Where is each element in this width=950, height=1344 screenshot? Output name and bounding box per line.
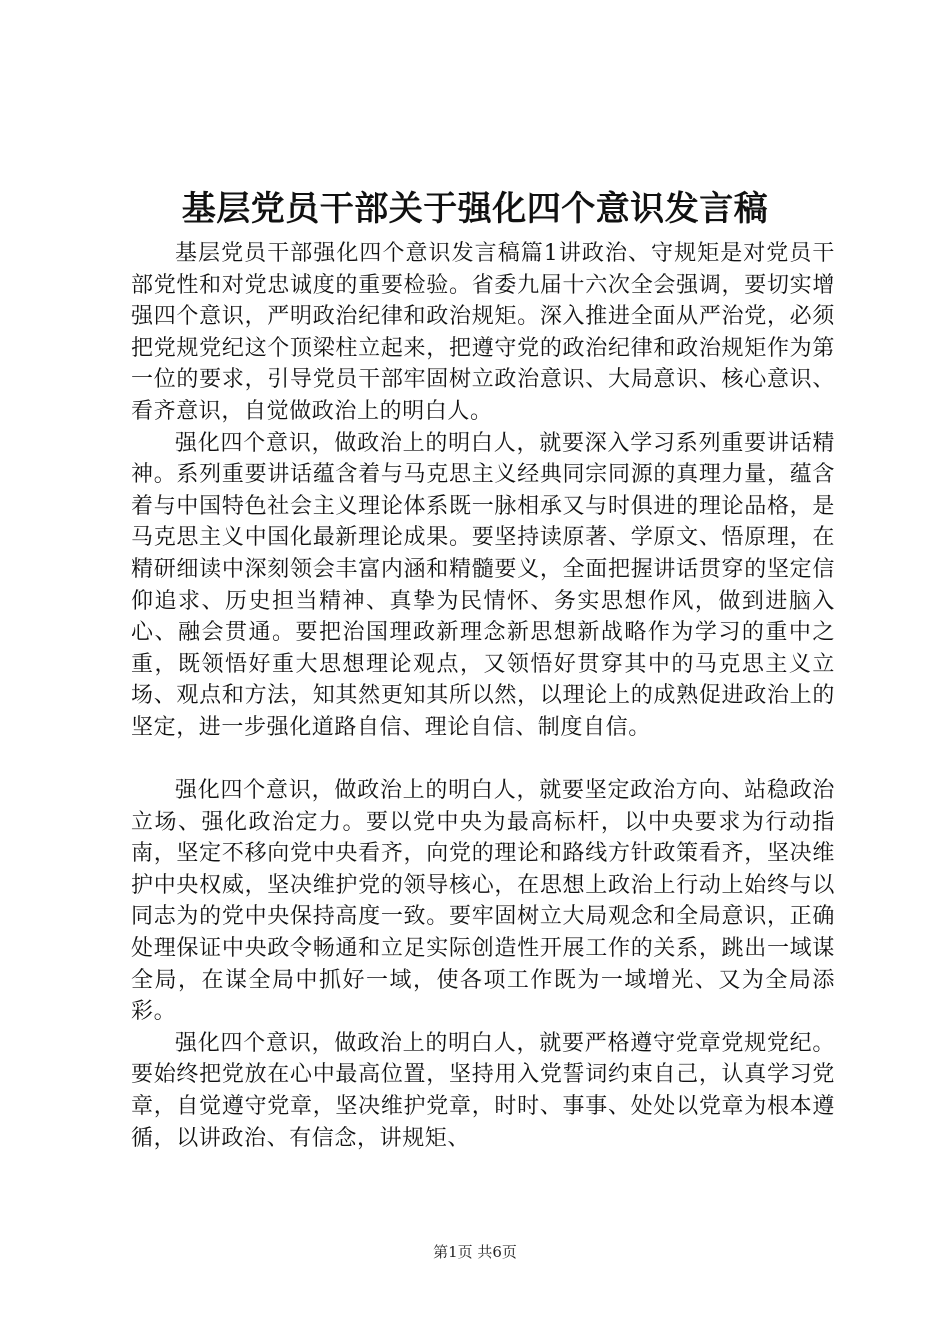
page-number-footer: 第1页 共6页 [433, 1243, 517, 1261]
page-title: 基层党员干部关于强化四个意识发言稿 [181, 189, 769, 229]
paragraph-2: 强化四个意识，做政治上的明白人，就要深入学习系列重要讲话精神。系列重要讲话蕴含着与马克思主义经典同宗同源的真理力量，蕴含着与中国特色社会主义理论体系既一脉相承又与时俱进的理论品格，是马克思主义中国化最新理论成果。要坚持读原著、学原文、悟原理，在精研细读中深刻领会丰富内涵和精髓要义，全面把握讲话贯穿的坚定信仰追求、历史担当精神、真挚为民情怀、务实思想作风，做到进脑入心、融会贯通。要把治国理政新理念新思想新战略作为学习的重中之重，既领悟好重大思想理论观点，又领悟好贯穿其中的马克思主义立场、观点和方法，知其然更知其所以然，以理论上的成熟促进政治上的坚定，进一步强化道路自信、理论自信、制度自信。 [131, 430, 835, 740]
paragraph-4: 强化四个意识，做政治上的明白人，就要严格遵守党章党规党纪。要始终把党放在心中最高位置，坚持用入党誓词约束自己，认真学习党章，自觉遵守党章，坚决维护党章，时时、事事、处处以党章为根本遵循，以讲政治、有信念，讲规矩、 [131, 1030, 835, 1151]
paragraph-1: 基层党员干部强化四个意识发言稿篇1讲政治、守规矩是对党员干部党性和对党忠诚度的重要检验。省委九届十六次全会强调，要切实增强四个意识，严明政治纪律和政治规矩。深入推进全面从严治党，必须把党规党纪这个顶梁柱立起来，把遵守党的政治纪律和政治规矩作为第一位的要求，引导党员干部牢固树立政治意识、大局意识、核心意识、看齐意识，自觉做政治上的明白人。 [131, 241, 835, 424]
document-body [131, 238, 835, 1154]
paragraph-3: 强化四个意识，做政治上的明白人，就要坚定政治方向、站稳政治立场、强化政治定力。要以党中央为最高标杆，以中央要求为行动指南，坚定不移向党中央看齐，向党的理论和路线方针政策看齐，坚决维护中央权威，坚决维护党的领导核心，在思想上政治上行动上始终与以同志为的党中央保持高度一致。要牢固树立大局观念和全局意识，正确处理保证中央政令畅通和立足实际创造性开展工作的关系，跳出一域谋全局，在谋全局中抓好一域，使各项工作既为一域增光、又为全局添彩。 [131, 778, 835, 1025]
